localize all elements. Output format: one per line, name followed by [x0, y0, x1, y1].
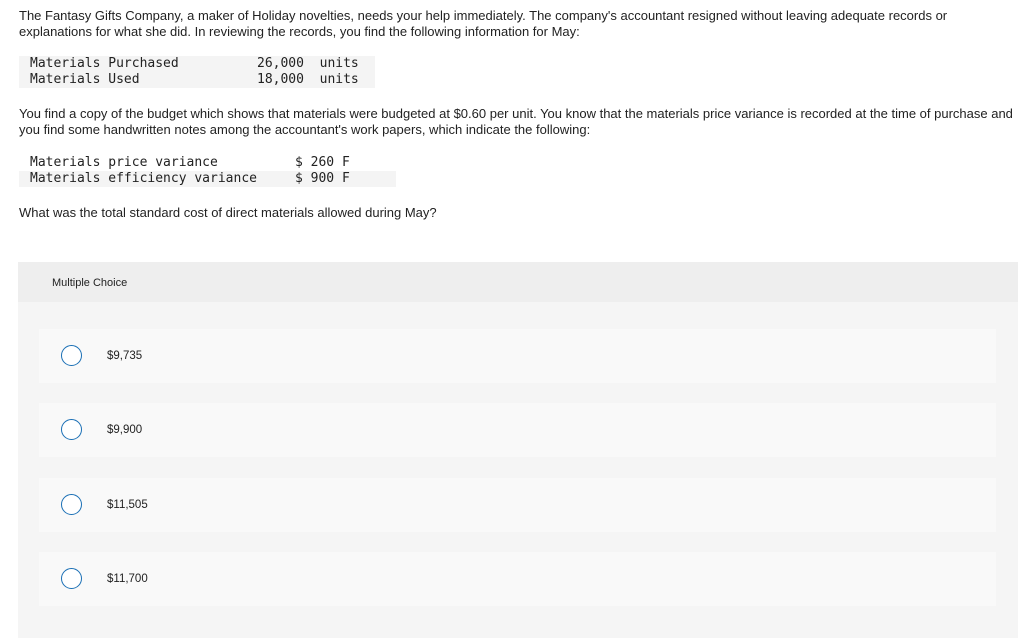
- table-row: [19, 155, 396, 171]
- table-row: [19, 56, 375, 72]
- multiple-choice-panel: [18, 262, 1018, 638]
- answer-option-3[interactable]: [39, 478, 996, 532]
- budget-text: You find a copy of the budget which shows that materials were budgeted at $0.60 per unit. You know that the materials price variance is recorded at the time of purchase and you find some handwritten notes among the accountant's work papers, which indicate the following:: [19, 106, 1013, 137]
- answer-option-label: $11,700: [107, 573, 148, 585]
- answer-option-label: $11,505: [107, 499, 148, 511]
- answer-option-label: $9,735: [107, 350, 143, 362]
- row-value: $ 260 F: [295, 155, 350, 170]
- multiple-choice-label: Multiple Choice: [52, 277, 128, 289]
- row-label: Materials Used: [30, 72, 140, 87]
- radio-button-icon[interactable]: [61, 494, 82, 515]
- answer-option-1[interactable]: [39, 329, 996, 383]
- variance-table: [19, 155, 396, 187]
- row-value: 18,000 units: [257, 72, 359, 87]
- radio-button-icon[interactable]: [61, 345, 82, 366]
- question-prompt: What was the total standard cost of direct materials allowed during May?: [19, 205, 437, 220]
- radio-button-icon[interactable]: [61, 419, 82, 440]
- answer-option-label: $9,900: [107, 424, 143, 436]
- materials-table: [19, 56, 375, 88]
- answer-option-4[interactable]: [39, 552, 996, 606]
- row-label: Materials price variance: [30, 155, 218, 170]
- radio-button-icon[interactable]: [61, 568, 82, 589]
- row-label: Materials Purchased: [30, 56, 179, 71]
- multiple-choice-header: [18, 262, 1018, 302]
- question-intro: The Fantasy Gifts Company, a maker of Holiday novelties, needs your help immediately. The company's accountant resigned without leaving adequate records or explanations for what she did. In reviewing the records, you find the following information for May:: [19, 8, 948, 39]
- answer-option-2[interactable]: [39, 403, 996, 457]
- row-label: Materials efficiency variance: [30, 171, 257, 186]
- table-row: [19, 171, 396, 187]
- table-row: [19, 72, 375, 88]
- row-value: $ 900 F: [295, 171, 350, 186]
- row-value: 26,000 units: [257, 56, 359, 71]
